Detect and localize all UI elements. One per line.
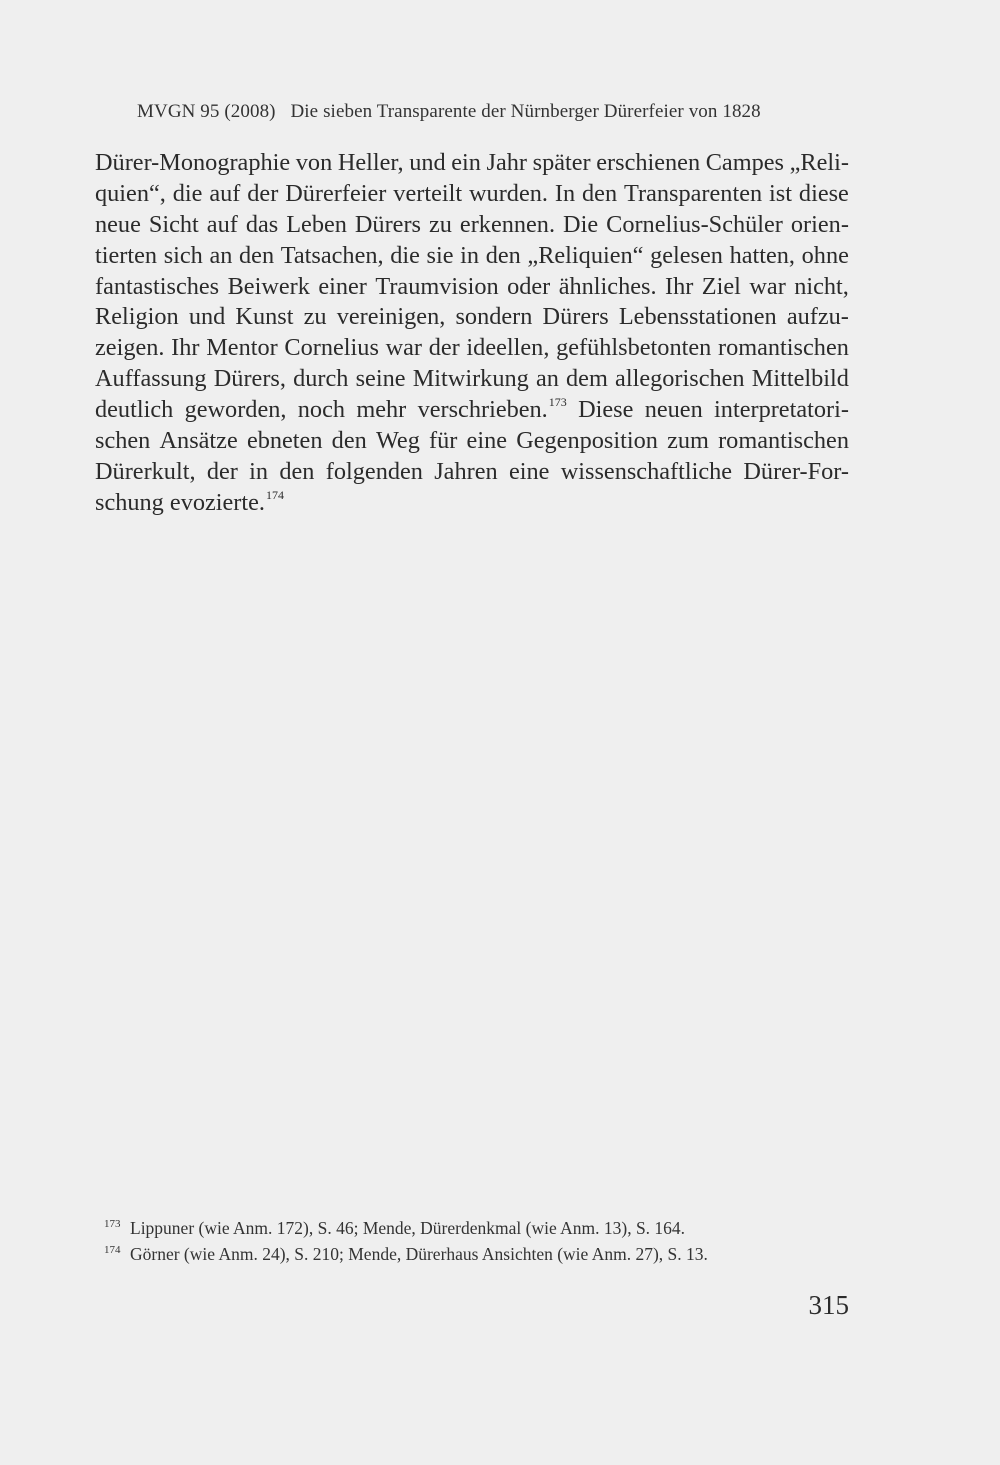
body-word: zu: [429, 210, 452, 238]
body-word: romantischen: [718, 427, 849, 455]
body-word: neue: [95, 210, 141, 238]
footnote-marker: 174: [266, 487, 285, 502]
body-word: der: [428, 334, 460, 362]
body-word: sich: [163, 241, 203, 269]
body-word: Beiwerk: [227, 272, 310, 300]
body-line: [95, 426, 849, 457]
body-word: „Reliquien“: [527, 241, 644, 269]
body-word: Heller,: [337, 149, 404, 176]
body-word: gelesen: [650, 241, 723, 269]
body-word: wissenschaftliche: [560, 457, 733, 485]
body-line: [95, 272, 849, 303]
body-word: diese: [798, 179, 849, 207]
body-word: ohne: [801, 241, 849, 269]
body-word: eine: [508, 457, 550, 485]
body-word: in: [460, 241, 480, 269]
body-word: an: [535, 365, 559, 393]
body-word: Weg: [375, 427, 420, 455]
body-word: quien“,: [95, 179, 166, 207]
body-text: [95, 148, 849, 519]
body-line: [95, 210, 849, 241]
body-word: Jahren: [434, 457, 498, 485]
body-word: nicht,: [794, 272, 849, 300]
body-line: [95, 457, 849, 488]
body-word: Traumvision: [375, 272, 499, 300]
body-word: mehr: [356, 396, 407, 424]
body-word: Dürer-Monographie: [95, 149, 291, 176]
body-word: wurden.: [469, 179, 548, 207]
body-line: [95, 488, 849, 519]
body-word: Kunst: [235, 303, 294, 331]
footnote-number: 174: [104, 1243, 121, 1256]
body-word: Ansätze: [159, 427, 238, 455]
body-word: in: [249, 457, 269, 485]
body-word: die: [172, 179, 203, 207]
body-line: [95, 302, 849, 333]
body-word: auf: [206, 210, 238, 238]
body-word: romantischen: [717, 334, 849, 362]
body-word: evozierte.$^{174}$: [169, 487, 285, 516]
body-word: tierten: [95, 241, 158, 269]
body-word: gefühlsbetonten: [556, 334, 712, 362]
footnote: [104, 1217, 864, 1243]
body-word: Dürers,: [213, 365, 286, 393]
footnote-number: 173: [104, 1218, 121, 1230]
body-word: der: [206, 457, 238, 485]
body-word: den: [331, 427, 367, 455]
page-number: 315: [808, 1290, 849, 1320]
body-word: den: [485, 241, 521, 269]
body-word: geworden,: [184, 396, 287, 424]
body-word: den: [582, 179, 618, 207]
body-word: „Reli-: [789, 149, 849, 176]
body-word: Dürerkult,: [95, 457, 196, 485]
body-word: Religion: [95, 303, 179, 331]
body-word: ist: [769, 179, 793, 207]
body-word: Campes: [705, 149, 784, 176]
body-line: [95, 364, 849, 395]
body-word: ebneten: [246, 427, 323, 455]
body-word: später: [532, 149, 591, 176]
body-word: schung: [95, 488, 164, 516]
body-word: einer: [318, 272, 367, 300]
body-word: Auffassung: [95, 365, 207, 393]
body-word: zeigen.: [95, 334, 165, 362]
body-line: [95, 395, 849, 426]
body-word: von: [295, 149, 333, 176]
body-word: und: [409, 149, 446, 176]
body-word: Dürerfeier: [285, 179, 387, 207]
body-word: Sicht: [148, 210, 199, 238]
body-word: zum: [667, 427, 709, 455]
footnote-text: Lippuner (wie Anm. 172), S. 46; Mende, Dürerdenkmal (wie Anm. 13), S. 164.: [130, 1218, 686, 1238]
body-word: erkennen.: [459, 210, 556, 238]
body-word: Mitwirkung: [412, 365, 529, 393]
body-word: für: [429, 427, 458, 455]
footnote-text: Görner (wie Anm. 24), S. 210; Mende, Dürerhaus Ansichten (wie Anm. 27), S. 13.: [130, 1243, 708, 1264]
body-line: [95, 179, 849, 210]
body-word: sie: [426, 241, 454, 269]
running-head-title: Die sieben Transparente der Nürnberger Dürerfeier von 1828: [290, 101, 761, 122]
body-word: neuen: [644, 396, 703, 424]
body-word: der: [247, 179, 279, 207]
body-word: folgenden: [325, 457, 423, 485]
footnote-marker: 173: [548, 395, 567, 410]
body-word: erschienen: [596, 149, 701, 176]
body-word: Die: [563, 210, 599, 238]
body-word: Cornelius-Schüler: [606, 210, 783, 238]
body-word: sondern: [455, 303, 533, 331]
body-word: ein: [451, 149, 481, 176]
body-word: noch: [297, 396, 345, 424]
body-word: dem: [566, 365, 608, 393]
body-word: Diese: [578, 396, 634, 424]
body-line: [95, 333, 849, 364]
body-word: schen: [95, 427, 151, 455]
body-word: interpretatori-: [714, 396, 849, 424]
body-word: orien-: [790, 210, 849, 238]
body-word: Gegenposition: [516, 427, 658, 455]
body-word: Ihr: [665, 272, 694, 300]
body-word: verschrieben.$^{173}$: [417, 395, 567, 424]
body-word: oder: [507, 272, 551, 300]
body-word: Transparenten: [624, 179, 763, 207]
body-word: auf: [209, 179, 241, 207]
running-head: [137, 101, 857, 123]
body-word: allegorischen: [615, 365, 745, 393]
body-word: Tatsachen,: [280, 241, 384, 269]
body-word: und: [188, 303, 226, 331]
body-word: In: [554, 179, 576, 207]
body-word: Mentor: [206, 334, 278, 362]
body-word: das: [245, 210, 279, 238]
body-word: Ihr: [171, 334, 200, 362]
body-line: [95, 148, 849, 179]
body-word: vereinigen,: [336, 303, 446, 331]
footnote: [104, 1243, 864, 1269]
body-word: Lebensstationen: [618, 303, 777, 331]
body-word: Cornelius: [284, 334, 379, 362]
running-head-journal: MVGN 95 (2008): [137, 101, 276, 122]
footnotes: [104, 1217, 864, 1268]
body-word: an: [209, 241, 233, 269]
body-word: Dürer-For-: [743, 457, 849, 485]
body-word: Jahr: [486, 149, 528, 176]
body-word: den: [239, 241, 275, 269]
body-word: ideellen,: [466, 334, 550, 362]
body-word: verteilt: [393, 179, 463, 207]
body-word: aufzu-: [786, 303, 849, 331]
body-word: ähnliches.: [558, 272, 657, 300]
body-word: hatten,: [729, 241, 796, 269]
body-word: durch: [293, 365, 349, 393]
body-word: seine: [355, 365, 406, 393]
body-word: Dürers: [354, 210, 422, 238]
body-word: war: [749, 272, 786, 300]
body-word: die: [390, 241, 420, 269]
body-word: den: [279, 457, 315, 485]
body-word: Mittelbild: [751, 365, 849, 393]
body-word: war: [385, 334, 423, 362]
body-word: eine: [466, 427, 508, 455]
body-word: deutlich: [95, 396, 174, 424]
body-word: Dürers: [542, 303, 609, 331]
body-word: fantastisches: [95, 272, 220, 300]
body-word: Ziel: [701, 272, 741, 300]
body-word: Leben: [286, 210, 347, 238]
body-line: [95, 241, 849, 272]
body-word: zu: [303, 303, 327, 331]
